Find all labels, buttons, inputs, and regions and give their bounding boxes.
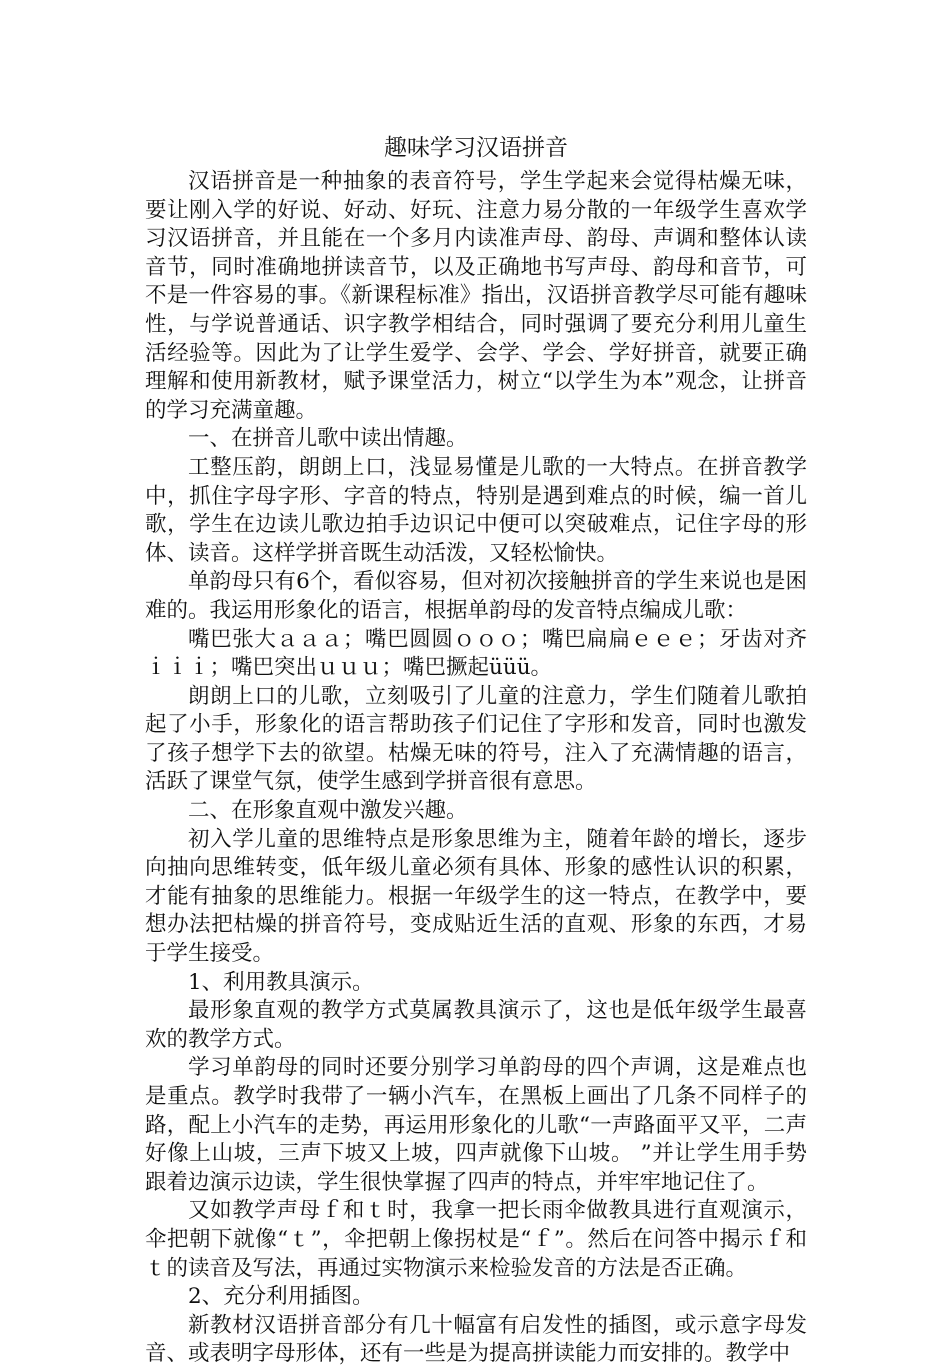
paragraph: 又如教学声母ｆ和ｔ时，我拿一把长雨伞做教具进行直观演示，伞把朝下就像“ｔ”，伞把朝上像拐杖是“ｆ”。然后在问答中揭示ｆ和ｔ的读音及写法，再通过实物演示来检验发音的方法是否正确。 [145,1198,807,1281]
heading-section-1: 一、在拼音儿歌中读出情趣。 [188,426,468,452]
subheading-1: 1、利用教具演示。 [188,969,374,995]
document-title: 趣味学习汉语拼音 [384,135,568,161]
paragraph: 单韵母只有6个，看似容易，但对初次接触拼音的学生来说也是困难的。我运用形象化的语言，根据单韵母的发音特点编成儿歌： [145,569,807,623]
paragraph: 朗朗上口的儿歌，立刻吸引了儿童的注意力，学生们随着儿歌拍起了小手，形象化的语言帮助孩子们记住了字形和发音，同时也激发了孩子想学下去的欲望。枯燥无味的符号，注入了充满情趣的语言，活跃了课堂气氛，使学生感到学拼音很有意思。 [145,683,807,795]
document-page [145,128,807,1369]
paragraph-intro: 汉语拼音是一种抽象的表音符号，学生学起来会觉得枯燥无味，要让刚入学的好说、好动、好玩、注意力易分散的一年级学生喜欢学习汉语拼音，并且能在一个多月内读准声母、韵母、声调和整体认读音节，同时准确地拼读音节，以及正确地书写声母、韵母和音节，可不是一件容易的事。《新课程标准》指出，汉语拼音教学尽可能有趣味性，与学说普通话、识字教学相结合，同时强调了要充分利用儿童生活经验等。因此为了让学生爱学、会学、学会、学好拼音，就要正确理解和使用新教材，赋予课堂活力，树立“以学生为本”观念，让拼音的学习充满童趣。 [145,169,807,423]
paragraph: 学习单韵母的同时还要分别学习单韵母的四个声调，这是难点也是重点。教学时我带了一辆小汽车，在黑板上画出了几条不同样子的路，配上小汽车的走势，再运用形象化的儿歌“一声路面平又平，二声好像上山坡，三声下坡又上坡，四声就像下山坡。 ”并让学生用手势跟着边演示边读，学生很快掌握了四声的特点，并牢牢地记住了。 [145,1055,807,1195]
paragraph: 最形象直观的教学方式莫属教具演示了，这也是低年级学生最喜欢的教学方式。 [145,998,807,1052]
heading-section-2: 二、在形象直观中激发兴趣。 [188,798,468,824]
paragraph: 工整压韵，朗朗上口，浅显易懂是儿歌的一大特点。在拼音教学中，抓住字母字形、字音的特点，特别是遇到难点的时候，编一首儿歌，学生在边读儿歌边拍手边识记中便可以突破难点，记住字母的形体、读音。这样学拼音既生动活泼，又轻松愉快。 [145,454,807,566]
paragraph: 初入学儿童的思维特点是形象思维为主，随着年龄的增长，逐步向抽向思维转变，低年级儿童必须有具体、形象的感性认识的积累，才能有抽象的思维能力。根据一年级学生的这一特点，在教学中，要想办法把枯燥的拼音符号，变成贴近生活的直观、形象的东西，才易于学生接受。 [145,826,807,967]
subheading-2: 2、充分利用插图。 [188,1284,374,1310]
paragraph: 新教材汉语拼音部分有几十幅富有启发性的插图，或示意字母发音、或表明字母形体，还有一些是为提高拼读能力而安排的。教学中 [145,1312,807,1367]
paragraph-rhyme: 嘴巴张大ａａａ；嘴巴圆圆ｏｏｏ；嘴巴扁扁ｅｅｅ；牙齿对齐ｉｉｉ；嘴巴突出ｕｕｕ；嘴巴撅起üüü。 [145,626,807,681]
